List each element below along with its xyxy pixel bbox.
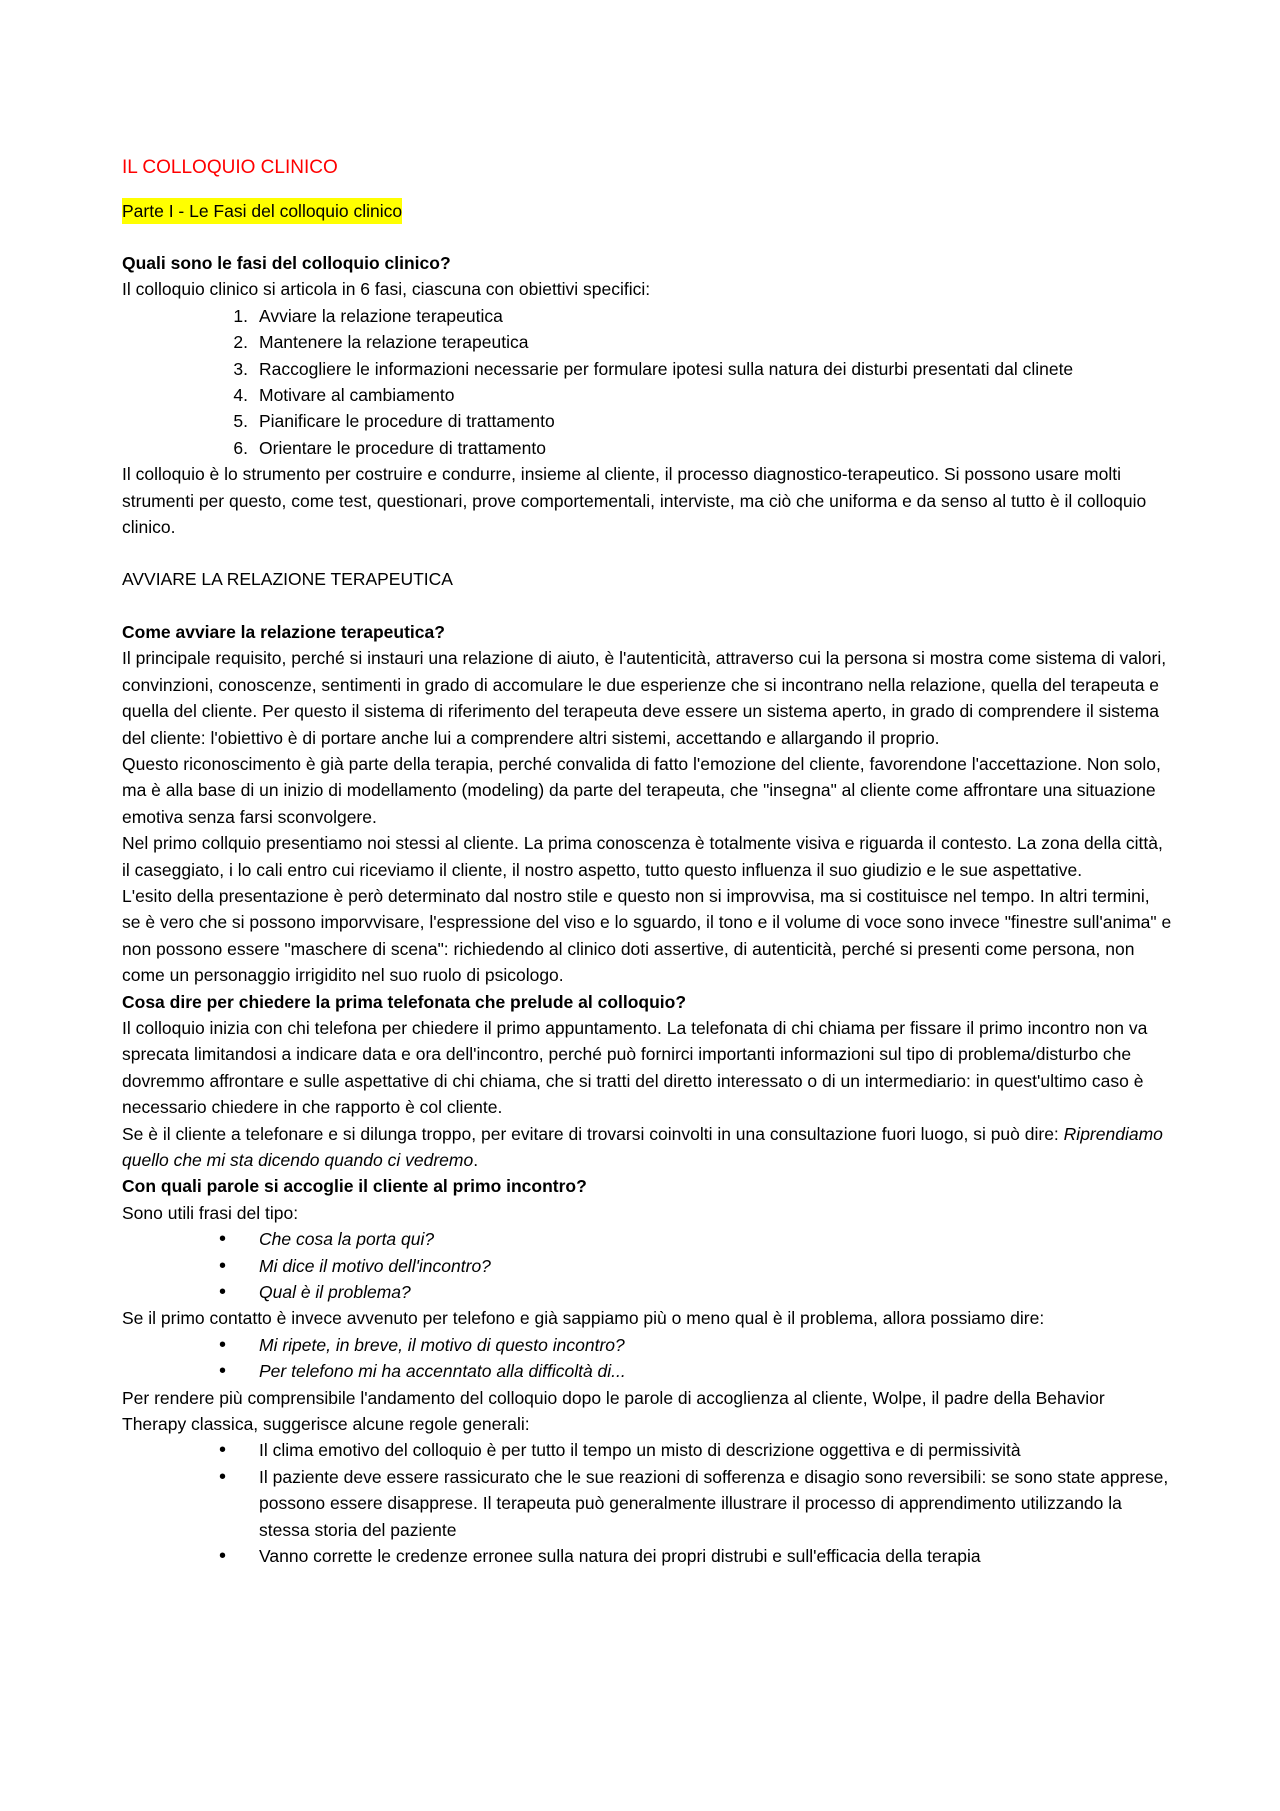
list-number: 5. bbox=[233, 411, 248, 432]
list-item bbox=[122, 1253, 1172, 1279]
list-number: 4. bbox=[233, 385, 248, 406]
section-heading: AVVIARE LA RELAZIONE TERAPEUTICA bbox=[122, 569, 453, 590]
rules-list bbox=[122, 1437, 1172, 1569]
list-item bbox=[122, 382, 1172, 408]
italic-phrase: Riprendiamo quello che mi sta dicendo quando ci vedremo bbox=[122, 1123, 1163, 1170]
phrases-list bbox=[122, 1226, 1172, 1305]
list-item-text: Che cosa la porta qui? bbox=[259, 1229, 435, 1250]
document-title: IL COLLOQUIO CLINICO bbox=[122, 157, 338, 178]
bullet-icon: • bbox=[219, 1333, 227, 1356]
phases-closing-paragraph: Il colloquio è lo strumento per costruire e condurre, insieme al cliente, il processo diagnostico-terapeutico. Si possono usare molti strumenti per questo, come test, questionari, prove comportementali, interviste, ma ciò che uniforma e da senso al tutto è il colloquio clinico. bbox=[122, 464, 1147, 538]
phrases-list bbox=[122, 1332, 1172, 1385]
question-phases: Quali sono le fasi del colloquio clinico? bbox=[122, 253, 451, 273]
bullet-icon: • bbox=[219, 1360, 227, 1383]
paragraph: Il colloquio inizia con chi telefona per chiedere il primo appuntamento. La telefonata di chi chiama per fissare il primo incontro non va sprecata limitandosi a indicare data e ora dell'incontro, perché può fornirci importanti informazioni sul tipo di problema/disturbo che dovremmo affrontare e sulle aspettative di chi chiama, che si tratti del diretto interessato o di un intermediario: in quest'ultimo caso è necessario chiedere in che rapporto è col cliente. bbox=[122, 1017, 1148, 1118]
paragraph: Questo riconoscimento è già parte della terapia, perché convalida di fatto l'emozione del cliente, favorendone l'accettazione. Non solo, ma è alla base di un inizio di modellamento (modeling) da parte del terapeuta, che "insegna" al cliente come affrontare una situazione emotiva senza farsi sconvolgere. bbox=[122, 753, 1161, 827]
paragraph bbox=[122, 1121, 1172, 1174]
phases-intro: Il colloquio clinico si articola in 6 fasi, ciascuna con obiettivi specifici: bbox=[122, 279, 651, 300]
list-item-text: Mi dice il motivo dell'incontro? bbox=[259, 1255, 491, 1276]
list-item bbox=[122, 1358, 1172, 1384]
bullet-icon: • bbox=[219, 1254, 227, 1277]
list-item bbox=[122, 303, 1172, 329]
list-item bbox=[122, 1226, 1172, 1252]
list-item bbox=[122, 435, 1172, 461]
question-phone-call: Cosa dire per chiedere la prima telefonata che prelude al colloquio? bbox=[122, 991, 687, 1012]
list-item-text: Vanno corrette le credenze erronee sulla natura dei propri distrubi e sull'efficacia della terapia bbox=[259, 1546, 981, 1567]
list-item-text: Orientare le procedure di trattamento bbox=[259, 437, 546, 458]
list-item bbox=[122, 1464, 1172, 1543]
question-welcome-words: Con quali parole si accoglie il cliente al primo incontro? bbox=[122, 1176, 587, 1197]
list-number: 3. bbox=[233, 358, 248, 379]
bullet-icon: • bbox=[219, 1545, 227, 1568]
bullet-icon: • bbox=[219, 1281, 227, 1304]
list-item bbox=[122, 1543, 1172, 1569]
list-item bbox=[122, 1332, 1172, 1358]
bullet-icon: • bbox=[219, 1465, 227, 1488]
paragraph-text: . bbox=[473, 1150, 479, 1170]
bullet-icon: • bbox=[219, 1228, 227, 1251]
document-page bbox=[122, 150, 1172, 1570]
phases-list bbox=[122, 303, 1172, 461]
paragraph: Nel primo collquio presentiamo noi stessi al cliente. La prima conoscenza è totalmente visiva e riguarda il contesto. La zona della città, il caseggiato, i lo cali entro cui riceviamo il cliente, il nostro aspetto, tutto questo influenza il suo giudizio e le sue aspettative. bbox=[122, 833, 1163, 880]
list-item-text: Per telefono mi ha accenntato alla difficoltà di... bbox=[259, 1361, 626, 1382]
list-item bbox=[122, 408, 1172, 434]
list-item-text: Il paziente deve essere rassicurato che le sue reazioni di sofferenza e disagio sono reversibili: se sono state apprese, possono essere disapprese. Il terapeuta può generalmente illustrare il processo di apprendimento utilizzando la stessa storia del paziente bbox=[259, 1466, 1169, 1540]
question-start-relation: Come avviare la relazione terapeutica? bbox=[122, 621, 445, 642]
list-item bbox=[122, 329, 1172, 355]
list-item-text: Avviare la relazione terapeutica bbox=[259, 305, 503, 326]
paragraph: Sono utili frasi del tipo: bbox=[122, 1202, 299, 1223]
paragraph: L'esito della presentazione è però determinato dal nostro stile e questo non si improvvisa, ma si costituisce nel tempo. In altri termini, se è vero che si possono imporvvisare, l'espressione del viso e lo sguardo, il tono e il volume di voce sono invece "finestre sull'anima" e non possono essere "maschere di scena": richiedendo al clinico doti assertive, di autenticità, perché si presenti come persona, non come un personaggio irrigidito nel suo ruolo di psicologo. bbox=[122, 885, 1172, 986]
list-item-text: Pianificare le procedure di trattamento bbox=[259, 411, 555, 432]
list-item-text: Mi ripete, in breve, il motivo di questo incontro? bbox=[259, 1334, 625, 1355]
paragraph: Il principale requisito, perché si instauri una relazione di aiuto, è l'autenticità, attraverso cui la persona si mostra come sistema di valori, convinzioni, conoscenze, sentimenti in grado di accomulare le due esperienze che si incontrano nella relazione, quella del terapeuta e quella del cliente. Per questo il sistema di riferimento del terapeuta deve essere un sistema aperto, in grado di comprendere il sistema del cliente: l'obiettivo è di portare anche lui a comprendere altri sistemi, accettando e allargando il proprio. bbox=[122, 648, 1167, 748]
list-item bbox=[122, 356, 1172, 382]
list-number: 2. bbox=[233, 332, 248, 353]
list-number: 6. bbox=[233, 437, 248, 458]
list-item-text: Motivare al cambiamento bbox=[259, 385, 455, 406]
list-number: 1. bbox=[233, 305, 248, 326]
list-item bbox=[122, 1437, 1172, 1463]
list-item-text: Mantenere la relazione terapeutica bbox=[259, 332, 529, 353]
list-item-text: Qual è il problema? bbox=[259, 1282, 411, 1303]
part-heading-highlighted: Parte I - Le Fasi del colloquio clinico bbox=[122, 198, 402, 224]
paragraph-text: Se è il cliente a telefonare e si dilunga troppo, per evitare di trovarsi coinvolti in una consultazione fuori luogo, si può dire: bbox=[122, 1123, 1064, 1144]
list-item-text: Il clima emotivo del colloquio è per tutto il tempo un misto di descrizione oggettiva e di permissività bbox=[259, 1440, 1021, 1461]
list-item-text: Raccogliere le informazioni necessarie per formulare ipotesi sulla natura dei disturbi presentati dal clinete bbox=[259, 358, 1074, 379]
list-item bbox=[122, 1279, 1172, 1305]
paragraph: Se il primo contatto è invece avvenuto per telefono e già sappiamo più o meno qual è il problema, allora possiamo dire: bbox=[122, 1308, 1045, 1329]
paragraph: Per rendere più comprensibile l'andamento del colloquio dopo le parole di accoglienza al cliente, Wolpe, il padre della Behavior Therapy classica, suggerisce alcune regole generali: bbox=[122, 1387, 1105, 1435]
bullet-icon: • bbox=[219, 1439, 227, 1462]
